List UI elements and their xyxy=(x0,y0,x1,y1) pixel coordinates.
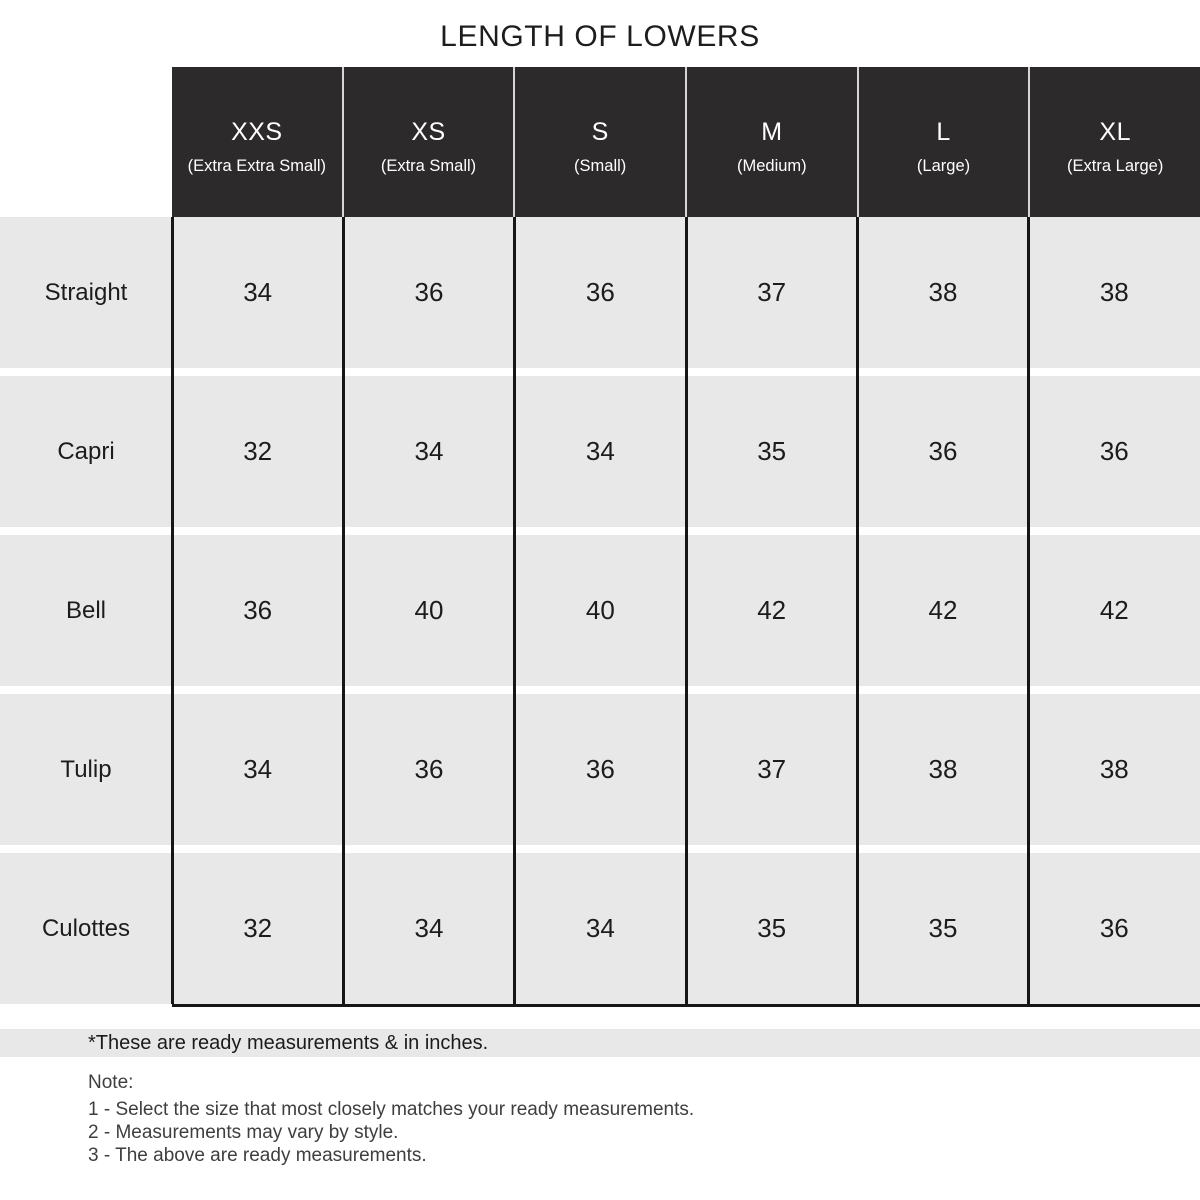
size-value-cell: 32 xyxy=(172,376,343,527)
size-sub-label: (Extra Small) xyxy=(380,157,477,175)
size-value-cell: 35 xyxy=(686,853,857,1004)
size-value-cell: 35 xyxy=(857,853,1028,1004)
size-value-cell: 42 xyxy=(1029,535,1200,686)
size-sub-label: (Large) xyxy=(916,157,971,175)
row-label: Bell xyxy=(0,535,172,686)
size-sub-label: (Medium) xyxy=(737,157,807,175)
size-value-cell: 34 xyxy=(343,853,514,1004)
column-header-l xyxy=(857,67,1029,217)
footnote-text: *These are ready measurements & in inches. xyxy=(88,1031,489,1054)
size-sub-label: (Extra Extra Small) xyxy=(187,157,327,175)
size-value-cell: 36 xyxy=(515,217,686,368)
page-title: LENGTH OF LOWERS xyxy=(440,20,760,53)
table-row-straight xyxy=(0,217,1200,368)
note-item: 3 - The above are ready measurements. xyxy=(88,1145,427,1166)
size-sub-label: (Small) xyxy=(574,157,627,175)
size-value-cell: 34 xyxy=(343,376,514,527)
row-label: Capri xyxy=(0,376,172,527)
row-label: Straight xyxy=(0,217,172,368)
column-header-xs xyxy=(342,67,514,217)
table-bottom-border xyxy=(172,1004,1200,1007)
size-value-cell: 36 xyxy=(172,535,343,686)
size-value-cell: 38 xyxy=(857,217,1028,368)
size-code: L xyxy=(936,118,951,146)
size-sub-label: (Extra Large) xyxy=(1067,157,1164,175)
size-value-cell: 38 xyxy=(857,694,1028,845)
size-value-cell: 34 xyxy=(515,376,686,527)
size-value-cell: 37 xyxy=(686,217,857,368)
size-value-cell: 40 xyxy=(343,535,514,686)
table-header-row xyxy=(172,67,1200,217)
size-code: XS xyxy=(411,118,446,146)
size-value-cell: 34 xyxy=(515,853,686,1004)
table-row-culottes xyxy=(0,853,1200,1004)
column-header-xl xyxy=(1028,67,1200,217)
size-code: M xyxy=(761,118,783,146)
size-value-cell: 40 xyxy=(515,535,686,686)
size-value-cell: 36 xyxy=(515,694,686,845)
size-value-cell: 32 xyxy=(172,853,343,1004)
size-value-cell: 36 xyxy=(1029,853,1200,1004)
table-row-capri xyxy=(0,376,1200,527)
column-header-m xyxy=(685,67,857,217)
column-header-s xyxy=(513,67,685,217)
table-row-tulip xyxy=(0,694,1200,845)
size-value-cell: 36 xyxy=(343,217,514,368)
note-item: 1 - Select the size that most closely matches your ready measurements. xyxy=(88,1099,695,1120)
note-item: 2 - Measurements may vary by style. xyxy=(88,1122,399,1143)
notes-heading: Note: xyxy=(88,1072,134,1093)
size-value-cell: 36 xyxy=(343,694,514,845)
size-code: S xyxy=(591,118,609,146)
size-value-cell: 34 xyxy=(172,217,343,368)
size-value-cell: 35 xyxy=(686,376,857,527)
size-value-cell: 36 xyxy=(857,376,1028,527)
footnote-bar xyxy=(0,1029,1200,1057)
size-code: XL xyxy=(1099,118,1131,146)
size-value-cell: 37 xyxy=(686,694,857,845)
row-label: Culottes xyxy=(0,853,172,1004)
size-value-cell: 42 xyxy=(857,535,1028,686)
size-value-cell: 34 xyxy=(172,694,343,845)
table-row-bell xyxy=(0,535,1200,686)
row-label: Tulip xyxy=(0,694,172,845)
size-value-cell: 38 xyxy=(1029,217,1200,368)
size-code: XXS xyxy=(231,118,283,146)
size-value-cell: 36 xyxy=(1029,376,1200,527)
size-value-cell: 42 xyxy=(686,535,857,686)
notes-section xyxy=(88,1071,694,1167)
column-header-xxs xyxy=(172,67,342,217)
size-value-cell: 38 xyxy=(1029,694,1200,845)
table-body xyxy=(0,217,1200,1004)
